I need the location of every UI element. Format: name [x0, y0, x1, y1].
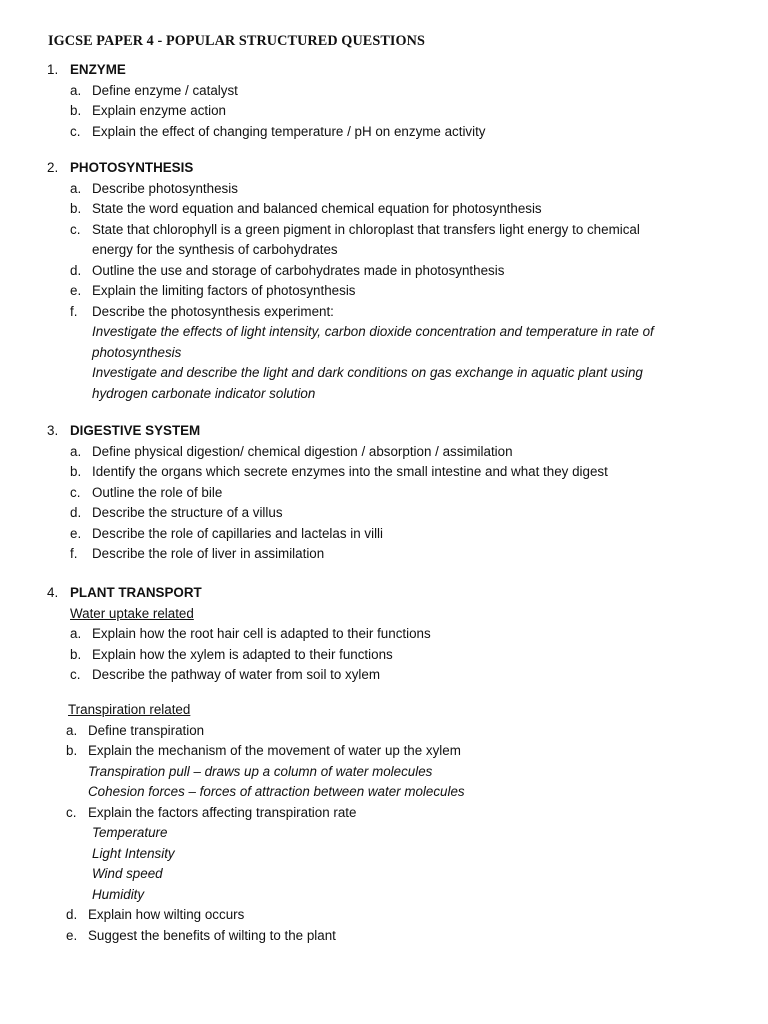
item-marker: e.: [70, 525, 82, 541]
item-marker: c.: [70, 221, 81, 237]
experiment-line: [0, 363, 768, 384]
section-digestive-system: [0, 421, 768, 565]
item-text: Temperature: [92, 825, 168, 840]
experiment-text: Investigate and describe the light and dark conditions on gas exchange in aquatic plant using: [92, 365, 643, 380]
section-number: 1.: [47, 62, 59, 77]
experiment-text: hydrogen carbonate indicator solution: [92, 385, 316, 401]
list-item: [0, 462, 768, 483]
list-item: [0, 483, 768, 504]
list-item-note: [0, 885, 768, 906]
item-text: Explain the limiting factors of photosynthesis: [92, 283, 356, 298]
section-heading: PHOTOSYNTHESIS: [70, 160, 194, 175]
list-item: [0, 544, 768, 565]
page-title: IGCSE PAPER 4 - POPULAR STRUCTURED QUESTIONS: [48, 33, 426, 49]
item-text: Cohesion forces – forces of attraction between water molecules: [88, 784, 465, 799]
item-marker: c.: [70, 667, 81, 682]
item-marker: f.: [70, 303, 78, 319]
item-text: Explain the factors affecting transpiration rate: [88, 804, 357, 820]
list-item: [0, 721, 768, 742]
item-text: Outline the role of bile: [92, 484, 223, 500]
subsection-heading: Transpiration related: [68, 702, 191, 717]
item-text: Define enzyme / catalyst: [92, 82, 238, 98]
item-marker: f.: [70, 546, 78, 561]
item-marker: e.: [70, 283, 82, 298]
list-item: [0, 665, 768, 686]
item-marker: c.: [70, 123, 81, 139]
item-marker: d.: [70, 262, 82, 278]
list-item-continuation: [0, 240, 768, 261]
item-marker: b.: [70, 646, 82, 662]
list-item-note: [0, 762, 768, 783]
section-heading-row: [0, 158, 768, 179]
section-plant-transport: [0, 583, 768, 686]
item-text: Light Intensity: [92, 845, 175, 861]
item-text: Describe photosynthesis: [92, 180, 238, 196]
item-text: Explain the mechanism of the movement of water up the xylem: [88, 743, 461, 758]
item-marker: a.: [70, 82, 82, 98]
experiment-text: Investigate the effects of light intensity, carbon dioxide concentration and temperature in rate of: [92, 324, 654, 339]
section-heading-row: [0, 421, 768, 442]
list-item-note: [0, 864, 768, 885]
list-item: [0, 179, 768, 200]
list-item: [0, 81, 768, 102]
section-number: 4.: [47, 585, 59, 600]
item-marker: b.: [70, 103, 82, 118]
section-heading-row: [0, 60, 768, 81]
experiment-line: [0, 343, 768, 364]
section-heading: DIGESTIVE SYSTEM: [70, 423, 201, 438]
experiment-text: photosynthesis: [92, 344, 182, 360]
item-marker: e.: [66, 927, 78, 943]
section-heading: PLANT TRANSPORT: [70, 585, 202, 600]
subsection-heading: Water uptake related: [70, 605, 194, 621]
experiment-line: [0, 384, 768, 405]
item-marker: c.: [66, 804, 77, 820]
item-text: Describe the pathway of water from soil to xylem: [92, 667, 381, 682]
item-text: State the word equation and balanced chemical equation for photosynthesis: [92, 201, 542, 216]
item-text: Explain how wilting occurs: [88, 907, 245, 922]
item-marker: b.: [70, 464, 82, 479]
list-item: [0, 101, 768, 122]
section-number: 3.: [47, 423, 59, 438]
item-marker: d.: [70, 505, 82, 520]
list-item: [0, 302, 768, 323]
subsection-transpiration: [0, 700, 768, 946]
list-item: [0, 645, 768, 666]
list-item: [0, 199, 768, 220]
list-item: [0, 220, 768, 241]
item-text: State that chlorophyll is a green pigment in chloroplast that transfers light energy to chemical: [92, 221, 640, 237]
list-item: [0, 905, 768, 926]
section-number: 2.: [47, 160, 59, 175]
item-text: energy for the synthesis of carbohydrates: [92, 242, 338, 257]
list-item: [0, 524, 768, 545]
item-text: Describe the structure of a villus: [92, 505, 283, 520]
section-enzyme: [0, 60, 768, 142]
list-item: [0, 122, 768, 143]
list-item: [0, 741, 768, 762]
item-text: Explain the effect of changing temperature / pH on enzyme activity: [92, 123, 486, 139]
list-item: [0, 624, 768, 645]
item-marker: b.: [66, 743, 78, 758]
item-text: Explain how the xylem is adapted to their functions: [92, 646, 393, 662]
section-heading: ENZYME: [70, 62, 126, 77]
subsection-heading-row: [0, 604, 768, 625]
section-photosynthesis: [0, 158, 768, 404]
item-text: Describe the role of capillaries and lactelas in villi: [92, 525, 384, 541]
item-text: Identify the organs which secrete enzymes into the small intestine and what they digest: [92, 464, 608, 479]
item-text: Suggest the benefits of wilting to the plant: [88, 927, 336, 943]
list-item: [0, 261, 768, 282]
item-text: Explain how the root hair cell is adapted to their functions: [92, 626, 431, 641]
list-item: [0, 926, 768, 947]
list-item: [0, 503, 768, 524]
item-text: Transpiration pull – draws up a column of water molecules: [88, 763, 433, 779]
item-marker: c.: [70, 484, 81, 500]
item-text: Explain enzyme action: [92, 103, 226, 118]
item-text: Outline the use and storage of carbohydrates made in photosynthesis: [92, 262, 505, 278]
list-item: [0, 442, 768, 463]
item-text: Define physical digestion/ chemical digestion / absorption / assimilation: [92, 443, 513, 459]
item-marker: a.: [66, 722, 78, 738]
item-marker: a.: [70, 180, 82, 196]
experiment-line: [0, 322, 768, 343]
item-marker: d.: [66, 907, 78, 922]
section-heading-row: [0, 583, 768, 604]
item-marker: b.: [70, 201, 82, 216]
item-text: Describe the role of liver in assimilation: [92, 546, 325, 561]
list-item-note: [0, 844, 768, 865]
item-text: Humidity: [92, 886, 145, 902]
item-marker: a.: [70, 443, 82, 459]
list-item-note: [0, 782, 768, 803]
list-item-note: [0, 823, 768, 844]
subsection-heading-row: [0, 700, 768, 721]
item-text: Describe the photosynthesis experiment:: [92, 303, 334, 319]
item-marker: a.: [70, 626, 82, 641]
item-text: Wind speed: [92, 866, 163, 881]
item-text: Define transpiration: [88, 722, 205, 738]
list-item: [0, 281, 768, 302]
list-item: [0, 803, 768, 824]
